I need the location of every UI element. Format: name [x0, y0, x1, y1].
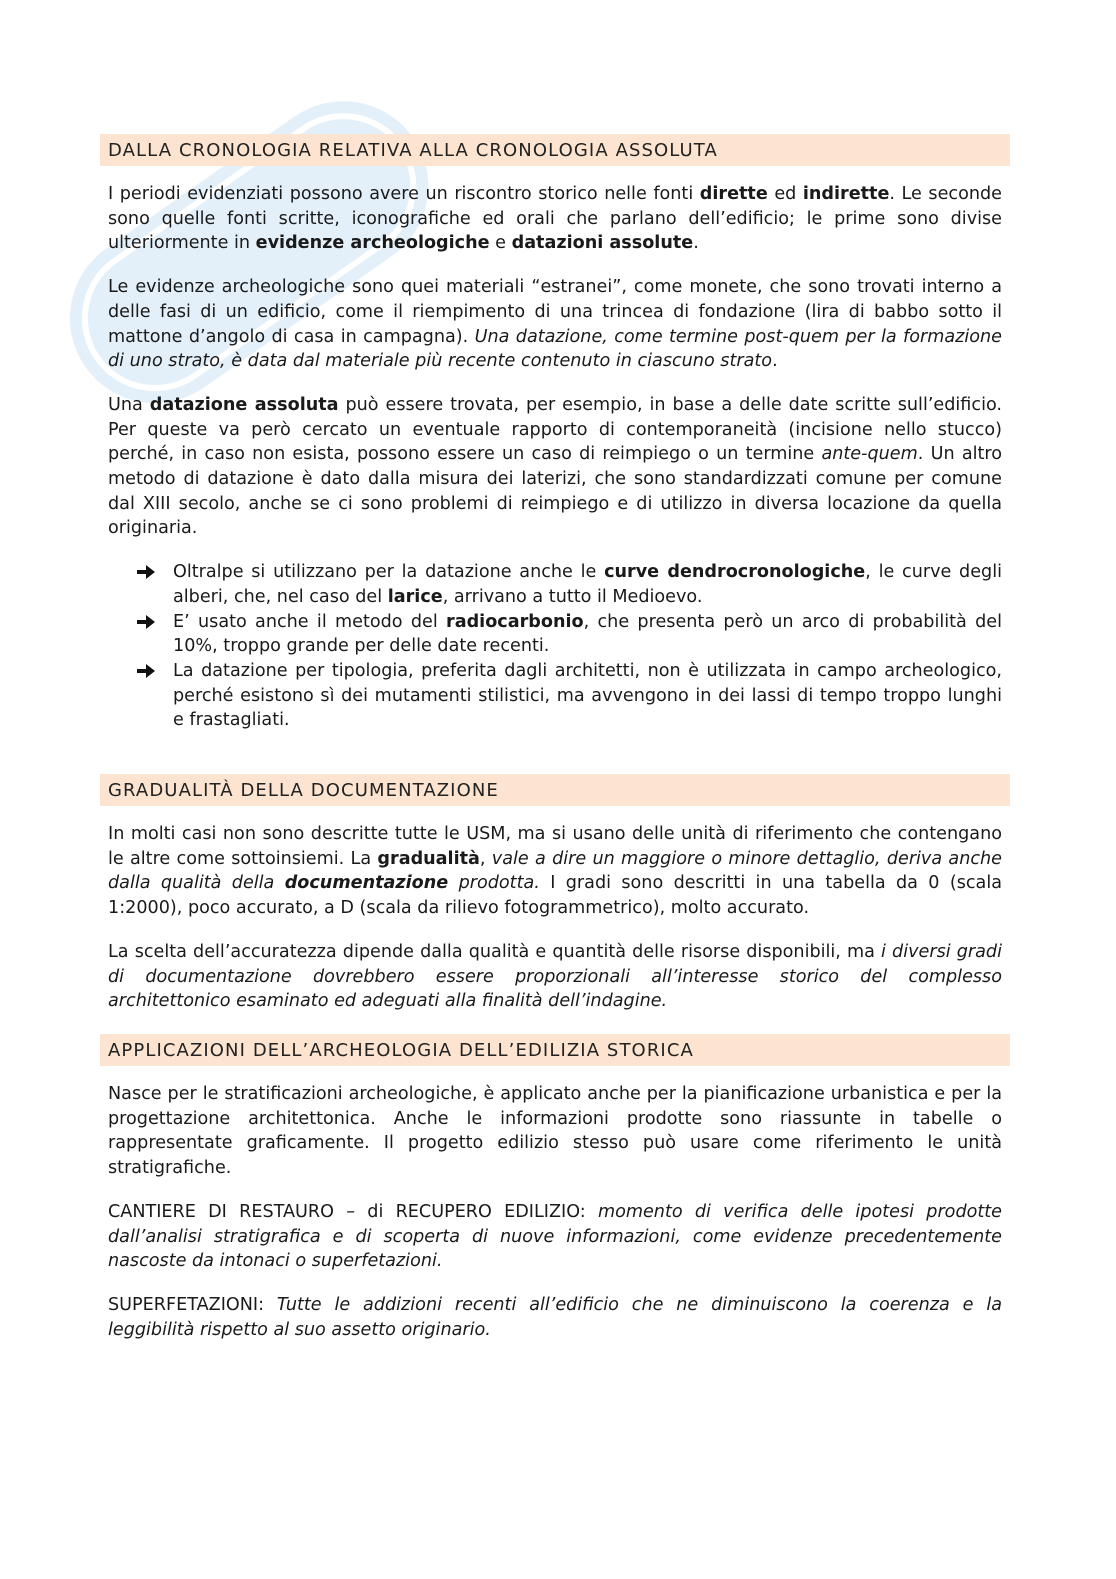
section-heading-gradualita: GRADUALITÀ DELLA DOCUMENTAZIONE	[100, 774, 1010, 806]
paragraph: Una datazione assoluta può essere trovata, per esempio, in base a delle date scritte sull’edificio. Per queste va però cercato un eventuale rapporto di contemporaneità (incisione nello stucco) perché, in caso non esista, possono essere un caso di reimpiego o un termine ante-quem. Un altro metodo di datazione è dato dalla misura dei laterizi, che sono standardizzati comune per comune dal XIII secolo, anche se ci sono problemi di reimpiego e di utilizzo in diversa locazione da quella originaria.	[108, 394, 1002, 539]
paragraph: SUPERFETAZIONI: Tutte le addizioni recenti all’edificio che ne diminuiscono la coerenza e la leggibilità rispetto al suo assetto originario.	[108, 1294, 1002, 1340]
paragraph: In molti casi non sono descritte tutte le USM, ma si usano delle unità di riferimento che contengano le altre come sottoinsiemi. La gradualità, vale a dire un maggiore o minore dettaglio, deriva anche dalla qualità della documentazione prodotta. I gradi sono descritti in una tabella da 0 (scala 1:2000), poco accurato, a D (scala da rilievo fotogrammetrico), molto accurato.	[108, 824, 1002, 919]
paragraph: CANTIERE DI RESTAURO – di RECUPERO EDILIZIO: momento di verifica delle ipotesi prodotte dall’analisi stratigrafica e di scoperta di nuove informazioni, come evidenze precedentemente nascoste da intonaci o superfetazioni.	[108, 1201, 1002, 1272]
arrow-right-icon	[137, 664, 155, 678]
section-heading-applicazioni: APPLICAZIONI DELL’ARCHEOLOGIA DELL’EDILIZIA STORICA	[100, 1034, 1010, 1066]
list-item: La datazione per tipologia, preferita dagli architetti, non è utilizzata in campo archeologico, perché esistono sì dei mutamenti stilistici, ma avvengono in dei lassi di tempo troppo lunghi e frastagliati.	[173, 659, 1002, 733]
arrow-right-icon	[137, 615, 155, 629]
paragraph: Le evidenze archeologiche sono quei materiali “estranei”, come monete, che sono trovati interno a delle fasi di un edificio, come il riempimento di una trincea di fondazione (lira di babbo sotto il mattone d’angolo di casa in campagna). Una datazione, come termine post-quem per la formazione di uno strato, è data dal materiale più recente contenuto in ciascuno strato.	[108, 277, 1002, 372]
paragraph: I periodi evidenziati possono avere un riscontro storico nelle fonti dirette ed indirette. Le seconde sono quelle fonti scritte, iconografiche ed orali che parlano dell’edificio; le prime sono divise ulteriormente in evidenze archeologiche e datazioni assolute.	[108, 184, 1002, 254]
arrow-bullet-list	[100, 560, 1010, 733]
list-item: E’ usato anche il metodo del radiocarbonio, che presenta però un arco di probabilità del 10%, troppo grande per delle date recenti.	[173, 610, 1002, 659]
list-item: Oltralpe si utilizzano per la datazione anche le curve dendrocronologiche, le curve degli alberi, che, nel caso del larice, arrivano a tutto il Medioevo.	[173, 560, 1002, 609]
paragraph: Nasce per le stratificazioni archeologiche, è applicato anche per la pianificazione urbanistica e per la progettazione architettonica. Anche le informazioni prodotte sono riassunte in tabelle o rappresentate graficamente. Il progetto edilizio stesso può usare come riferimento le unità stratigrafiche.	[108, 1083, 1002, 1179]
section-heading-cronologia: DALLA CRONOLOGIA RELATIVA ALLA CRONOLOGIA ASSOLUTA	[100, 134, 1010, 166]
paragraph: La scelta dell’accuratezza dipende dalla qualità e quantità delle risorse disponibili, ma i diversi gradi di documentazione dovrebbero essere proporzionali all’interesse storico del complesso architettonico esaminato ed adeguati alla finalità dell’indagine.	[108, 941, 1002, 1012]
document-page	[100, 134, 1010, 1342]
arrow-right-icon	[137, 565, 155, 579]
